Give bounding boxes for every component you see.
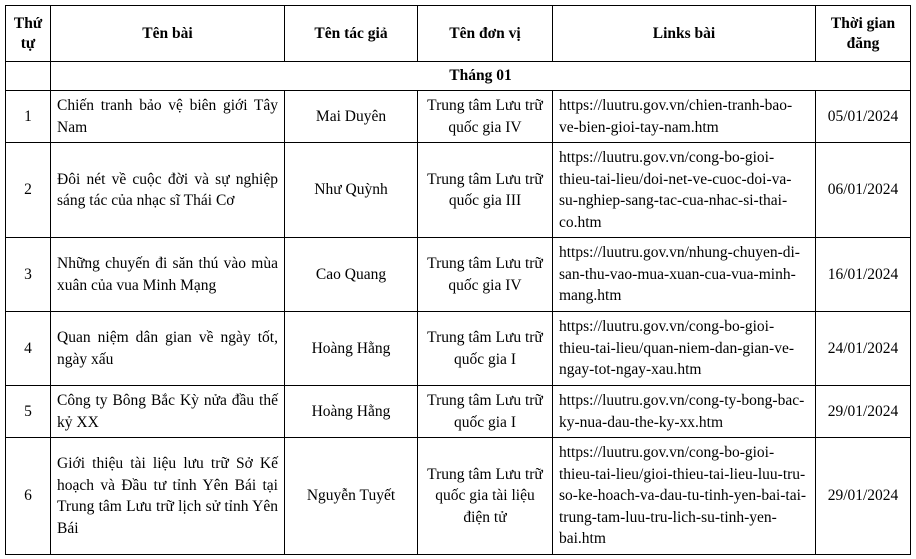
row-author: Cao Quang: [285, 238, 418, 312]
header-links: Links bài: [553, 6, 816, 62]
table-row: [6, 143, 911, 238]
row-stt: 2: [6, 143, 51, 238]
row-link[interactable]: https://luutru.gov.vn/nhung-chuyen-di-san-thu-vao-mua-xuan-cua-vua-minh-mang.htm: [553, 238, 816, 312]
row-link[interactable]: https://luutru.gov.vn/cong-ty-bong-bac-ky-nua-dau-the-ky-xx.htm: [553, 386, 816, 438]
row-author: Hoàng Hằng: [285, 386, 418, 438]
row-stt: 1: [6, 91, 51, 143]
header-author: Tên tác giả: [285, 6, 418, 62]
row-date: 05/01/2024: [816, 91, 911, 143]
row-unit: Trung tâm Lưu trữ quốc gia I: [418, 312, 553, 386]
row-unit: Trung tâm Lưu trữ quốc gia III: [418, 143, 553, 238]
row-author: Hoàng Hằng: [285, 312, 418, 386]
month-row: [6, 62, 911, 91]
row-date: 29/01/2024: [816, 386, 911, 438]
row-link[interactable]: https://luutru.gov.vn/cong-bo-gioi-thieu-tai-lieu/gioi-thieu-tai-lieu-luu-tru-so-ke-hoach-va-dau-tu-tinh-yen-bai-tai-trung-tam-luu-tru-lich-su-tinh-yen-bai.htm: [553, 438, 816, 555]
articles-table: [5, 5, 911, 555]
row-date: 29/01/2024: [816, 438, 911, 555]
table-row: [6, 438, 911, 555]
row-title: Quan niệm dân gian về ngày tốt, ngày xấu: [51, 312, 285, 386]
row-stt: 3: [6, 238, 51, 312]
row-title: Đôi nét về cuộc đời và sự nghiệp sáng tác của nhạc sĩ Thái Cơ: [51, 143, 285, 238]
row-title: Chiến tranh bảo vệ biên giới Tây Nam: [51, 91, 285, 143]
table-row: [6, 386, 911, 438]
row-stt: 5: [6, 386, 51, 438]
table-row: [6, 312, 911, 386]
row-author: Như Quỳnh: [285, 143, 418, 238]
table-row: [6, 91, 911, 143]
header-title: Tên bài: [51, 6, 285, 62]
row-date: 06/01/2024: [816, 143, 911, 238]
row-title: Những chuyến đi săn thú vào mùa xuân của vua Minh Mạng: [51, 238, 285, 312]
row-link[interactable]: https://luutru.gov.vn/cong-bo-gioi-thieu-tai-lieu/doi-net-ve-cuoc-doi-va-su-nghiep-sang-tac-cua-nhac-si-thai-co.htm: [553, 143, 816, 238]
row-unit: Trung tâm Lưu trữ quốc gia IV: [418, 91, 553, 143]
row-date: 16/01/2024: [816, 238, 911, 312]
row-link[interactable]: https://luutru.gov.vn/chien-tranh-bao-ve-bien-gioi-tay-nam.htm: [553, 91, 816, 143]
row-unit: Trung tâm Lưu trữ quốc gia IV: [418, 238, 553, 312]
row-author: Nguyễn Tuyết: [285, 438, 418, 555]
header-unit: Tên đơn vị: [418, 6, 553, 62]
row-unit: Trung tâm Lưu trữ quốc gia tài liệu điện tử: [418, 438, 553, 555]
header-date: Thời gian đăng: [816, 6, 911, 62]
month-label: Tháng 01: [51, 62, 911, 91]
row-stt: 4: [6, 312, 51, 386]
row-title: Giới thiệu tài liệu lưu trữ Sở Kế hoạch và Đầu tư tỉnh Yên Bái tại Trung tâm Lưu trữ lịch sử tỉnh Yên Bái: [51, 438, 285, 555]
row-author: Mai Duyên: [285, 91, 418, 143]
table-row: [6, 238, 911, 312]
month-empty-cell: [6, 62, 51, 91]
row-date: 24/01/2024: [816, 312, 911, 386]
row-title: Công ty Bông Bắc Kỳ nửa đầu thế kỷ XX: [51, 386, 285, 438]
row-stt: 6: [6, 438, 51, 555]
header-row: [6, 6, 911, 62]
row-unit: Trung tâm Lưu trữ quốc gia I: [418, 386, 553, 438]
row-link[interactable]: https://luutru.gov.vn/cong-bo-gioi-thieu-tai-lieu/quan-niem-dan-gian-ve-ngay-tot-ngay-xau.htm: [553, 312, 816, 386]
header-stt: Thứ tự: [6, 6, 51, 62]
